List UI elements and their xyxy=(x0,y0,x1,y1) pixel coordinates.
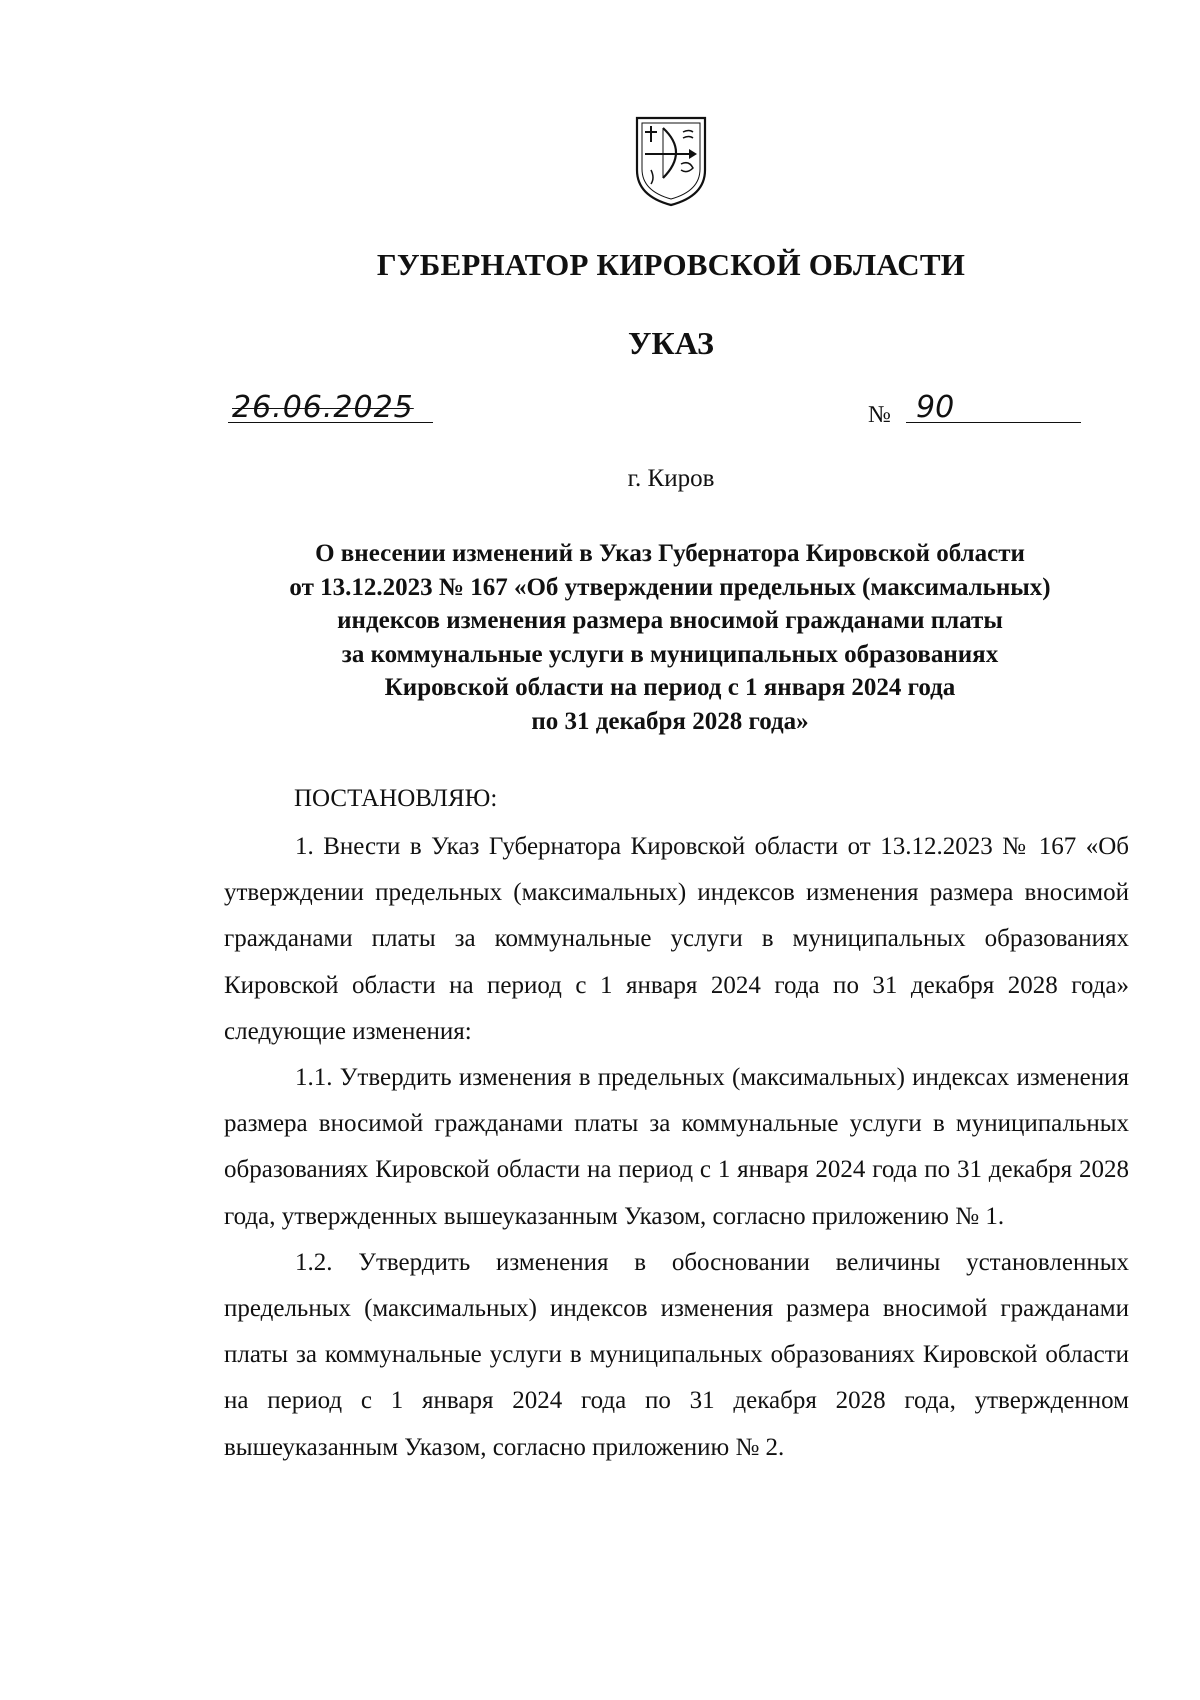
number-label: № xyxy=(868,402,891,428)
document-number: 90 xyxy=(916,390,955,425)
document-body xyxy=(224,824,1129,1471)
title-line: индексов изменения размера вносимой гражданами платы xyxy=(337,607,1003,634)
authority-heading: ГУБЕРНАТОР КИРОВСКОЙ ОБЛАСТИ xyxy=(376,247,966,282)
document-date: 26.06.2025 xyxy=(232,390,414,425)
decree-word: ПОСТАНОВЛЯЮ: xyxy=(294,785,498,812)
title-line: Кировской области на период с 1 января 2024 года xyxy=(384,674,956,701)
document-type-heading: УКАЗ xyxy=(628,325,714,361)
paragraph: 1.1. Утвердить изменения в предельных (максимальных) индексах изменения размера вносимой гражданами платы за коммунальные услуги в муниципальных образованиях Кировской области на период с 1 января 2024 года по 31 декабря 2028 года, утвержденных вышеуказанным Указом, согласно приложению № 1. xyxy=(224,1064,1129,1230)
title-line: по 31 декабря 2028 года» xyxy=(531,707,809,735)
title-line: за коммунальные услуги в муниципальных образованиях xyxy=(341,640,999,668)
title-line: О внесении изменений в Указ Губернатора Кировской области xyxy=(315,540,1025,567)
paragraph: 1. Внести в Указ Губернатора Кировской области от 13.12.2023 № 167 «Об утверждении предельных (максимальных) индексов изменения размера вносимой гражданами платы за коммунальные услуги в муниципальных образованиях Кировской области на период с 1 января 2024 года по 31 декабря 2028 года» следующие изменения: xyxy=(224,833,1129,1045)
paragraph: 1.2. Утвердить изменения в обосновании величины установленных предельных (максимальных) индексов изменения размера вносимой гражданами платы за коммунальные услуги в муниципальных образованиях Кировской области на период с 1 января 2024 года по 31 декабря 2028 года, утвержденном вышеуказанным Указом, согласно приложению № 2. xyxy=(224,1248,1129,1461)
kirov-coat-of-arms-icon xyxy=(633,112,709,208)
city-label: г. Киров xyxy=(627,465,715,492)
document-title xyxy=(230,537,1110,738)
title-line: от 13.12.2023 № 167 «Об утверждении предельных (максимальных) xyxy=(289,573,1051,601)
